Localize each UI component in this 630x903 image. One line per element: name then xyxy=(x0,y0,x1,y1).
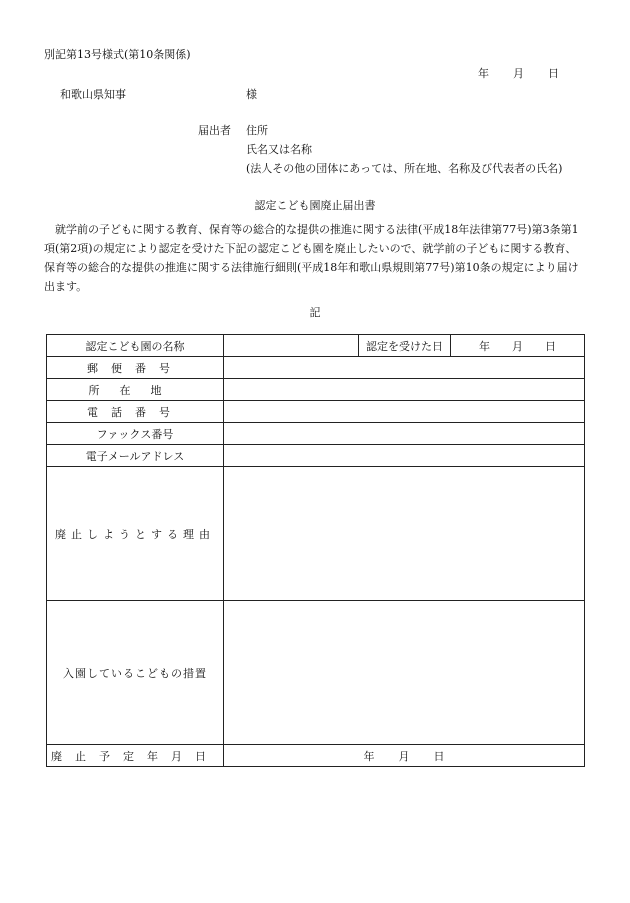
closure-form-table xyxy=(46,334,585,767)
table-row xyxy=(47,445,585,467)
postal-code-label: 郵便番号 xyxy=(47,357,224,379)
fax-label: ファックス番号 xyxy=(47,423,224,445)
closure-reason-field[interactable] xyxy=(224,467,585,601)
notifier-address-label: 住所 xyxy=(246,124,268,137)
table-row xyxy=(47,467,585,601)
date-year: 年 xyxy=(478,67,489,80)
certified-date-label: 認定を受けた日 xyxy=(359,335,451,357)
honorific: 様 xyxy=(246,88,257,101)
closure-day: 日 xyxy=(433,749,445,763)
location-field[interactable] xyxy=(224,379,585,401)
document-title: 認定こども園廃止届出書 xyxy=(254,199,376,212)
notifier-name-note: (法人その他の団体にあっては、所在地、名称及び代表者の氏名) xyxy=(246,162,563,175)
phone-label: 電話番号 xyxy=(47,401,224,423)
notifier-name-label: 氏名又は名称 xyxy=(246,143,312,156)
table-row xyxy=(47,401,585,423)
addressee: 和歌山県知事 xyxy=(60,88,126,101)
facility-name-label: 認定こども園の名称 xyxy=(47,335,224,357)
closure-year: 年 xyxy=(363,749,375,763)
closure-month: 月 xyxy=(398,749,410,763)
certified-date-field[interactable] xyxy=(451,335,585,357)
table-row xyxy=(47,379,585,401)
closure-date-label: 廃止予定年月日 xyxy=(47,745,224,767)
table-row xyxy=(47,357,585,379)
ki-heading: 記 xyxy=(309,306,321,319)
facility-name-field[interactable] xyxy=(224,335,359,357)
certified-month: 月 xyxy=(512,339,523,353)
email-label: 電子メールアドレス xyxy=(47,445,224,467)
table-row xyxy=(47,745,585,767)
fax-field[interactable] xyxy=(224,423,585,445)
certified-year: 年 xyxy=(479,339,490,353)
postal-code-field[interactable] xyxy=(224,357,585,379)
closure-reason-label: 廃止しようとする理由 xyxy=(47,467,224,601)
enrolled-children-label: 入園しているこどもの措置 xyxy=(47,601,224,745)
email-field[interactable] xyxy=(224,445,585,467)
form-number-label: 別記第13号様式(第10条関係) xyxy=(44,48,191,61)
enrolled-children-field[interactable] xyxy=(224,601,585,745)
body-paragraph: 就学前の子どもに関する教育、保育等の総合的な提供の推進に関する法律(平成18年法律第77号)第3条第1項(第2項)の規定により認定を受けた下記の認定こども園を廃止したいので、就学前の子どもに関する教育、保育等の総合的な提供の推進に関する法律施行細則(平成18年和歌山県規則第77号)第10条の規定により届け出ます。 xyxy=(44,223,579,293)
certified-day: 日 xyxy=(545,339,556,353)
location-label: 所在地 xyxy=(47,379,224,401)
table-row xyxy=(47,601,585,745)
date-month: 月 xyxy=(513,67,524,80)
notifier-label: 届出者 xyxy=(198,124,231,137)
phone-field[interactable] xyxy=(224,401,585,423)
submission-date xyxy=(478,67,559,81)
table-row xyxy=(47,335,585,357)
table-row xyxy=(47,423,585,445)
date-day: 日 xyxy=(548,67,559,80)
closure-date-field[interactable] xyxy=(224,745,585,767)
